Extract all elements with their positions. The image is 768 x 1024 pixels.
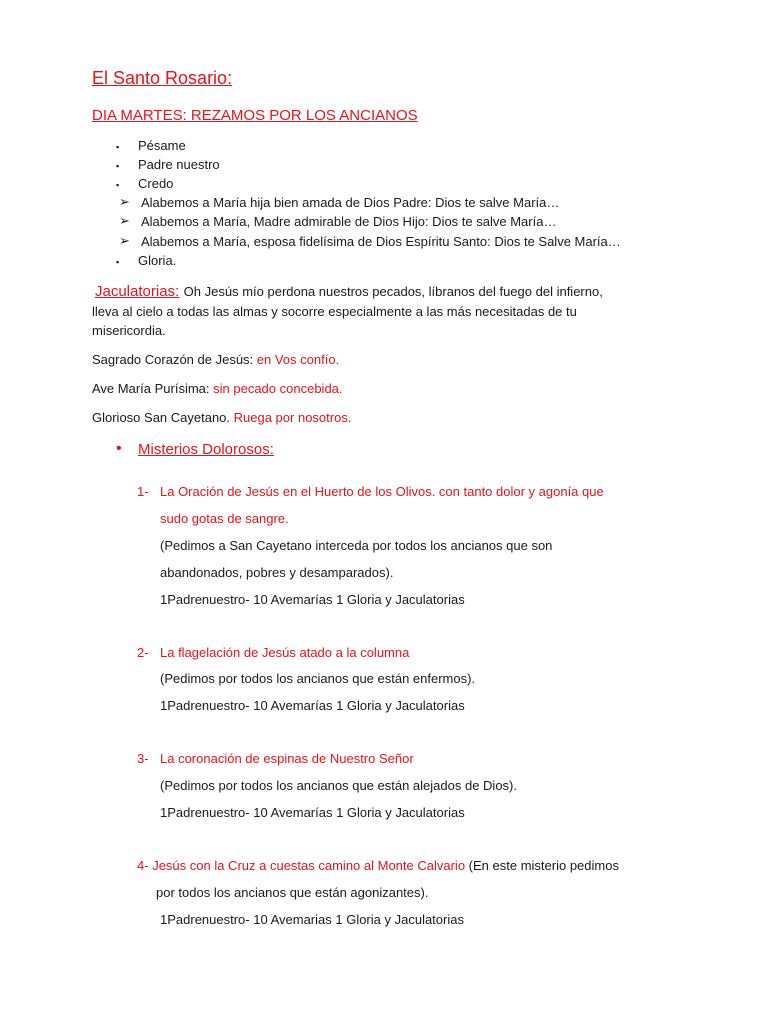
- intro-item: Alabemos a María, Madre admirable de Dios Hijo: Dios te salve María…: [141, 214, 557, 229]
- invocation-response: Ruega por nosotros.: [233, 410, 352, 425]
- jaculatorias-line-3: misericordia.: [92, 323, 166, 338]
- square-bullet-icon: ▪: [116, 180, 120, 190]
- misterio-title-note: (En este misterio pedimos: [465, 858, 619, 873]
- intro-item: Gloria.: [138, 253, 177, 268]
- misterios-heading: Misterios Dolorosos:: [138, 441, 274, 458]
- page-title: El Santo Rosario:: [92, 68, 233, 88]
- invocation-text: Glorioso San Cayetano.: [92, 410, 234, 425]
- arrow-bullet-icon: ➢: [119, 194, 130, 209]
- intro-item: Alabemos a María, esposa fidelísima de Dios Espíritu Santo: Dios te Salve María…: [141, 234, 621, 249]
- misterio-title-continued: sudo gotas de sangre.: [160, 511, 289, 526]
- misterio-title: Jesús con la Cruz a cuestas camino al Monte Calvario: [152, 858, 466, 873]
- misterio-petition: (Pedimos por todos los ancianos que están alejados de Dios).: [160, 778, 517, 793]
- misterio-prayers: 1Padrenuestro- 10 Avemarías 1 Gloria y Jaculatorias: [160, 592, 465, 607]
- square-bullet-icon: ▪: [116, 161, 120, 171]
- invocation: [92, 410, 351, 425]
- misterio-petition: (Pedimos por todos los ancianos que están enfermos).: [160, 671, 476, 686]
- arrow-bullet-icon: ➢: [119, 213, 130, 228]
- invocation-response: sin pecado concebida.: [213, 381, 343, 396]
- misterio-prayers: 1Padrenuestro- 10 Avemarías 1 Gloria y Jaculatorias: [160, 805, 465, 820]
- page-subtitle: DIA MARTES: REZAMOS POR LOS ANCIANOS: [92, 107, 418, 124]
- misterio-number: 1-: [137, 484, 149, 499]
- misterio-title-line: [137, 858, 619, 873]
- misterio-prayers: 1Padrenuestro- 10 Avemarías 1 Gloria y Jaculatorias: [160, 698, 465, 713]
- invocation: [92, 352, 339, 367]
- arrow-bullet-icon: ➢: [119, 233, 130, 248]
- intro-item: Alabemos a María hija bien amada de Dios Padre: Dios te salve María…: [141, 195, 560, 210]
- misterio-title: La flagelación de Jesús atado a la columna: [160, 645, 410, 660]
- misterio-number: 3-: [137, 751, 149, 766]
- invocation-text: Sagrado Corazón de Jesús:: [92, 352, 257, 367]
- misterio-prayers: 1Padrenuestro- 10 Avemarias 1 Gloria y Jaculatorias: [160, 912, 464, 927]
- jaculatorias-line-1: [95, 283, 603, 301]
- square-bullet-icon: ▪: [116, 257, 120, 267]
- jaculatorias-label: Jaculatorias:: [95, 283, 180, 300]
- misterio-number: 4-: [137, 858, 149, 873]
- round-bullet-icon: •: [116, 440, 122, 457]
- jaculatorias-line-2: lleva al cielo a todas las almas y socorre especialmente a las más necesitadas de tu: [92, 304, 577, 319]
- intro-item: Credo: [138, 176, 174, 191]
- misterio-petition: por todos los ancianos que están agonizantes).: [156, 885, 429, 900]
- misterio-petition: (Pedimos a San Cayetano interceda por todos los ancianos que son: [160, 538, 553, 553]
- invocation-response: en Vos confío.: [256, 352, 340, 367]
- misterio-petition-continued: abandonados, pobres y desamparados).: [160, 565, 394, 580]
- misterio-title: La coronación de espinas de Nuestro Señor: [160, 751, 414, 766]
- invocation: [92, 381, 343, 396]
- invocation-text: Ave María Purísima:: [92, 381, 214, 396]
- square-bullet-icon: ▪: [116, 142, 120, 152]
- misterio-number: 2-: [137, 645, 149, 660]
- intro-item: Pésame: [138, 138, 186, 153]
- misterio-title: La Oración de Jesús en el Huerto de los Olivos. con tanto dolor y agonía que: [160, 484, 604, 499]
- jaculatorias-text: Oh Jesús mío perdona nuestros pecados, líbranos del fuego del infierno,: [183, 284, 603, 299]
- intro-item: Padre nuestro: [138, 157, 220, 172]
